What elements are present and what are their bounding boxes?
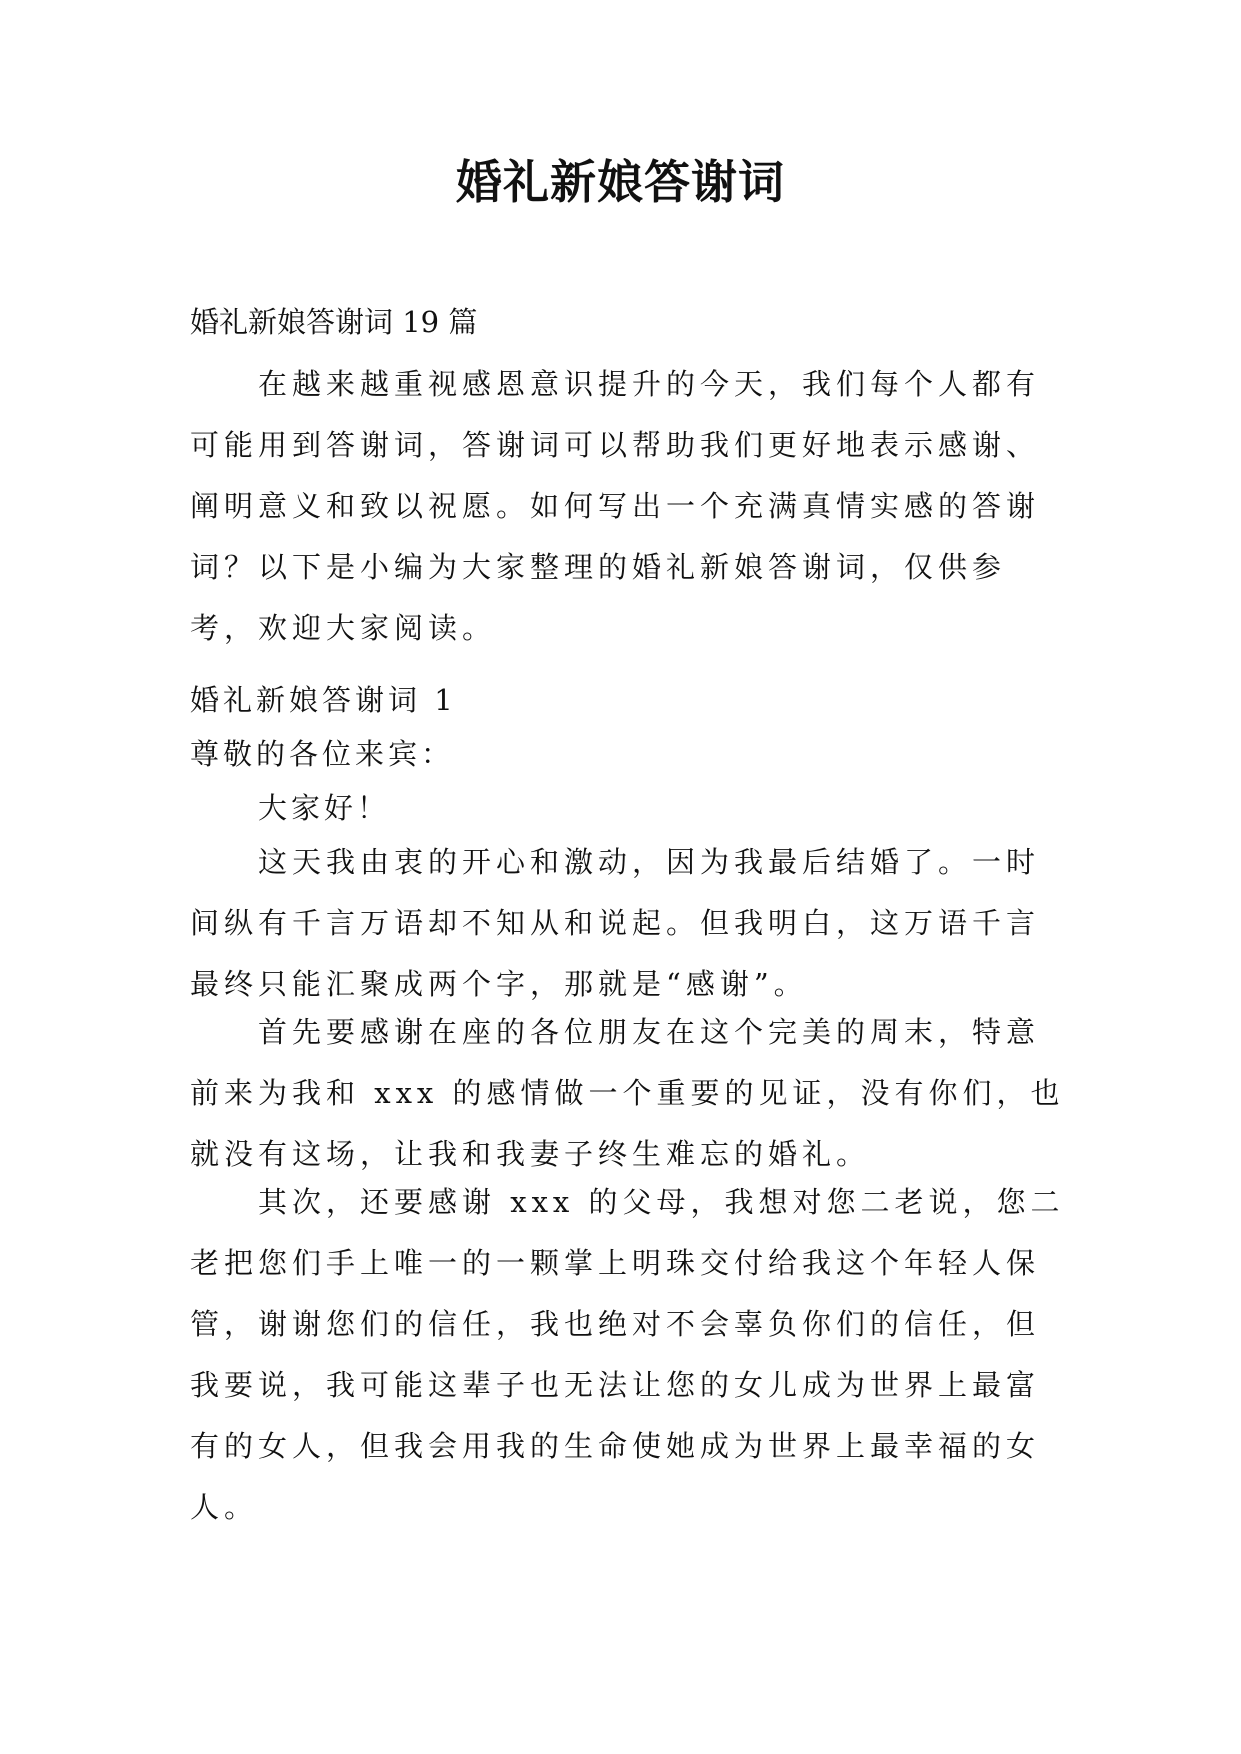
salutation: 尊敬的各位来宾： bbox=[190, 737, 455, 771]
body-paragraph-3: 其次，还要感谢 xxx 的父母，我想对您二老说，您二老把您们手上唯一的一颗掌上明珠交付给我这个年轻人保管，谢谢您们的信任，我也绝对不会辜负你们的信任，但我要说，我可能这辈子也无法让您的女儿成为世界上最富有的女人，但我会用我的生命使她成为世界上最幸福的女人。 bbox=[190, 1185, 1065, 1524]
body-paragraph-1: 这天我由衷的开心和激动，因为我最后结婚了。一时间纵有千言万语却不知从和说起。但我明白，这万语千言最终只能汇聚成两个字，那就是“感谢”。 bbox=[190, 845, 1041, 1001]
intro-paragraph: 在越来越重视感恩意识提升的今天，我们每个人都有可能用到答谢词，答谢词可以帮助我们更好地表示感谢、阐明意义和致以祝愿。如何写出一个充满真情实感的答谢词？以下是小编为大家整理的婚礼新娘答谢词，仅供参考，欢迎大家阅读。 bbox=[190, 367, 1041, 645]
section-heading: 婚礼新娘答谢词 1 bbox=[190, 683, 457, 717]
document-title: 婚礼新娘答谢词 bbox=[456, 155, 785, 209]
greeting: 大家好！ bbox=[258, 791, 391, 825]
document-subtitle: 婚礼新娘答谢词 19 篇 bbox=[190, 305, 478, 339]
body-paragraph-2: 首先要感谢在座的各位朋友在这个完美的周末，特意前来为我和 xxx 的感情做一个重要的见证，没有你们，也就没有这场，让我和我妻子终生难忘的婚礼。 bbox=[190, 1015, 1065, 1171]
